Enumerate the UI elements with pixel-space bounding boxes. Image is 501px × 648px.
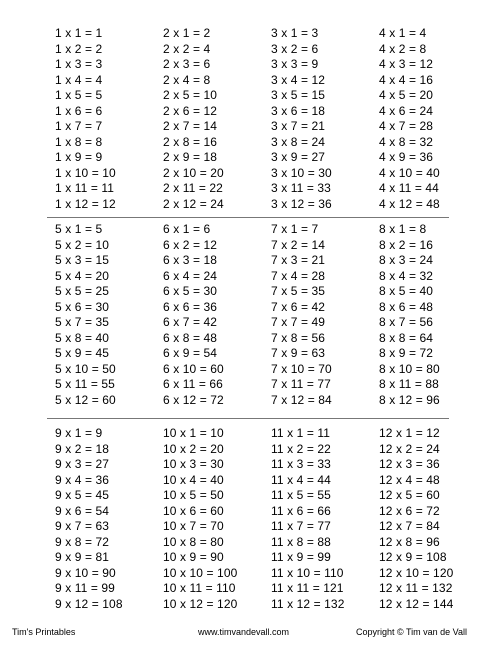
fact: 1 x 1 = 1	[55, 26, 103, 40]
fact: 10 x 1 = 10	[163, 426, 224, 440]
fact: 3 x 10 = 30	[271, 165, 332, 180]
fact: 8 x 6 = 48	[379, 299, 434, 314]
fact: 10 x 7 = 70	[163, 519, 224, 533]
fact: 7 x 1 = 7	[271, 222, 319, 236]
fact: 2 x 1 = 2	[163, 26, 211, 40]
fact: 11 x 1 = 11	[271, 426, 331, 440]
fact: 3 x 1 = 3	[271, 26, 319, 40]
fact: 11 x 11 = 121	[271, 581, 344, 595]
fact: 10 x 4 = 40	[163, 472, 224, 487]
fact: 2 x 9 = 18	[163, 150, 218, 164]
fact: 11 x 2 = 22	[271, 441, 331, 456]
fact: 1 x 8 = 8	[55, 134, 103, 149]
fact: 1 x 5 = 5	[55, 88, 103, 102]
fact: 6 x 11 = 66	[163, 377, 223, 391]
fact: 2 x 3 = 6	[163, 57, 211, 71]
fact: 2 x 12 = 24	[163, 196, 224, 211]
fact: 9 x 4 = 36	[55, 472, 110, 487]
fact: 7 x 6 = 42	[271, 299, 326, 314]
fact: 6 x 6 = 36	[163, 299, 218, 314]
fact: 1 x 9 = 9	[55, 150, 103, 164]
times-table-6	[163, 222, 273, 408]
times-table-11	[271, 426, 381, 612]
fact: 12 x 9 = 108	[379, 550, 447, 564]
fact: 4 x 3 = 12	[379, 57, 434, 71]
fact: 8 x 7 = 56	[379, 315, 434, 329]
fact: 2 x 2 = 4	[163, 41, 211, 56]
fact: 6 x 12 = 72	[163, 392, 224, 407]
fact: 1 x 7 = 7	[55, 119, 103, 133]
fact: 3 x 6 = 18	[271, 103, 326, 118]
fact: 5 x 6 = 30	[55, 299, 110, 314]
fact: 2 x 4 = 8	[163, 72, 211, 87]
fact: 8 x 9 = 72	[379, 346, 434, 360]
fact: 4 x 11 = 44	[379, 181, 439, 195]
fact: 8 x 10 = 80	[379, 361, 440, 376]
fact: 3 x 5 = 15	[271, 88, 326, 102]
fact: 12 x 1 = 12	[379, 426, 440, 440]
fact: 9 x 1 = 9	[55, 426, 103, 440]
fact: 4 x 8 = 32	[379, 134, 434, 149]
fact: 12 x 5 = 60	[379, 488, 440, 502]
fact: 10 x 6 = 60	[163, 503, 224, 518]
fact: 10 x 5 = 50	[163, 488, 224, 502]
fact: 5 x 11 = 55	[55, 377, 115, 391]
fact: 5 x 3 = 15	[55, 253, 110, 267]
fact: 1 x 2 = 2	[55, 41, 103, 56]
times-table-9	[55, 426, 165, 612]
section-divider	[47, 418, 449, 419]
fact: 9 x 3 = 27	[55, 457, 110, 471]
fact: 10 x 2 = 20	[163, 441, 224, 456]
fact: 7 x 12 = 84	[271, 392, 332, 407]
fact: 12 x 3 = 36	[379, 457, 440, 471]
fact: 8 x 5 = 40	[379, 284, 434, 298]
fact: 2 x 6 = 12	[163, 103, 218, 118]
fact: 12 x 8 = 96	[379, 534, 440, 549]
fact: 5 x 5 = 25	[55, 284, 110, 298]
fact: 3 x 11 = 33	[271, 181, 331, 195]
fact: 9 x 5 = 45	[55, 488, 110, 502]
fact: 4 x 6 = 24	[379, 103, 434, 118]
fact: 6 x 9 = 54	[163, 346, 218, 360]
fact: 9 x 7 = 63	[55, 519, 110, 533]
times-table-4	[379, 26, 489, 212]
fact: 5 x 2 = 10	[55, 237, 110, 252]
fact: 6 x 3 = 18	[163, 253, 218, 267]
fact: 12 x 6 = 72	[379, 503, 440, 518]
fact: 4 x 5 = 20	[379, 88, 434, 102]
fact: 4 x 9 = 36	[379, 150, 434, 164]
fact: 9 x 6 = 54	[55, 503, 110, 518]
fact: 7 x 8 = 56	[271, 330, 326, 345]
fact: 6 x 1 = 6	[163, 222, 211, 236]
footer-website: www.timvandevall.com	[198, 627, 290, 637]
times-table-2	[163, 26, 273, 212]
fact: 7 x 3 = 21	[271, 253, 326, 267]
fact: 7 x 7 = 49	[271, 315, 326, 329]
fact: 4 x 7 = 28	[379, 119, 434, 133]
footer-copyright: Copyright © Tim van de Vall	[356, 627, 468, 637]
fact: 6 x 7 = 42	[163, 315, 218, 329]
fact: 8 x 8 = 64	[379, 330, 434, 345]
fact: 8 x 12 = 96	[379, 392, 440, 407]
fact: 11 x 3 = 33	[271, 457, 331, 471]
fact: 9 x 9 = 81	[55, 550, 110, 564]
fact: 11 x 4 = 44	[271, 472, 331, 487]
fact: 7 x 2 = 14	[271, 237, 326, 252]
fact: 2 x 8 = 16	[163, 134, 218, 149]
fact: 4 x 4 = 16	[379, 72, 434, 87]
fact: 6 x 2 = 12	[163, 237, 218, 252]
fact: 10 x 9 = 90	[163, 550, 224, 564]
times-table-1	[55, 26, 165, 212]
fact: 5 x 12 = 60	[55, 392, 116, 407]
fact: 2 x 7 = 14	[163, 119, 218, 133]
section-divider	[47, 217, 449, 218]
fact: 7 x 4 = 28	[271, 268, 326, 283]
fact: 7 x 9 = 63	[271, 346, 326, 360]
fact: 12 x 4 = 48	[379, 472, 440, 487]
fact: 8 x 1 = 8	[379, 222, 427, 236]
fact: 10 x 12 = 120	[163, 596, 238, 611]
fact: 5 x 7 = 35	[55, 315, 110, 329]
footer-brand: Tim's Printables	[12, 627, 76, 637]
fact: 6 x 8 = 48	[163, 330, 218, 345]
fact: 11 x 6 = 66	[271, 503, 331, 518]
fact: 2 x 5 = 10	[163, 88, 218, 102]
fact: 8 x 11 = 88	[379, 377, 439, 391]
fact: 3 x 2 = 6	[271, 41, 319, 56]
fact: 1 x 11 = 11	[55, 181, 115, 195]
fact: 10 x 10 = 100	[163, 565, 238, 580]
fact: 2 x 11 = 22	[163, 181, 223, 195]
fact: 8 x 3 = 24	[379, 253, 434, 267]
fact: 7 x 5 = 35	[271, 284, 326, 298]
fact: 2 x 10 = 20	[163, 165, 224, 180]
times-table-3	[271, 26, 381, 212]
fact: 11 x 9 = 99	[271, 550, 331, 564]
fact: 1 x 12 = 12	[55, 196, 116, 211]
fact: 8 x 2 = 16	[379, 237, 434, 252]
fact: 3 x 8 = 24	[271, 134, 326, 149]
fact: 6 x 10 = 60	[163, 361, 224, 376]
fact: 1 x 10 = 10	[55, 165, 116, 180]
fact: 5 x 1 = 5	[55, 222, 103, 236]
fact: 3 x 4 = 12	[271, 72, 326, 87]
times-table-8	[379, 222, 489, 408]
fact: 5 x 4 = 20	[55, 268, 110, 283]
fact: 4 x 1 = 4	[379, 26, 427, 40]
times-table-5	[55, 222, 165, 408]
fact: 9 x 12 = 108	[55, 596, 123, 611]
fact: 11 x 12 = 132	[271, 596, 345, 611]
fact: 1 x 4 = 4	[55, 72, 103, 87]
fact: 12 x 12 = 144	[379, 596, 454, 611]
fact: 10 x 11 = 110	[163, 581, 236, 595]
fact: 1 x 6 = 6	[55, 103, 103, 118]
fact: 5 x 9 = 45	[55, 346, 110, 360]
fact: 4 x 10 = 40	[379, 165, 440, 180]
fact: 8 x 4 = 32	[379, 268, 434, 283]
fact: 9 x 11 = 99	[55, 581, 115, 595]
fact: 3 x 9 = 27	[271, 150, 326, 164]
fact: 12 x 7 = 84	[379, 519, 440, 533]
fact: 6 x 5 = 30	[163, 284, 218, 298]
fact: 11 x 10 = 110	[271, 565, 344, 580]
fact: 12 x 11 = 132	[379, 581, 453, 595]
fact: 7 x 11 = 77	[271, 377, 331, 391]
fact: 11 x 5 = 55	[271, 488, 331, 502]
fact: 3 x 3 = 9	[271, 57, 319, 71]
fact: 3 x 12 = 36	[271, 196, 332, 211]
fact: 5 x 8 = 40	[55, 330, 110, 345]
times-table-10	[163, 426, 273, 612]
fact: 3 x 7 = 21	[271, 119, 326, 133]
fact: 4 x 2 = 8	[379, 41, 427, 56]
fact: 5 x 10 = 50	[55, 361, 116, 376]
fact: 12 x 10 = 120	[379, 565, 454, 580]
fact: 7 x 10 = 70	[271, 361, 332, 376]
fact: 11 x 8 = 88	[271, 534, 331, 549]
fact: 12 x 2 = 24	[379, 441, 440, 456]
fact: 4 x 12 = 48	[379, 196, 440, 211]
times-table-12	[379, 426, 489, 612]
fact: 9 x 2 = 18	[55, 441, 110, 456]
fact: 11 x 7 = 77	[271, 519, 331, 533]
fact: 10 x 8 = 80	[163, 534, 224, 549]
fact: 1 x 3 = 3	[55, 57, 103, 71]
fact: 9 x 10 = 90	[55, 565, 116, 580]
fact: 6 x 4 = 24	[163, 268, 218, 283]
fact: 10 x 3 = 30	[163, 457, 224, 471]
times-table-7	[271, 222, 381, 408]
page-footer	[0, 624, 501, 640]
fact: 9 x 8 = 72	[55, 534, 110, 549]
